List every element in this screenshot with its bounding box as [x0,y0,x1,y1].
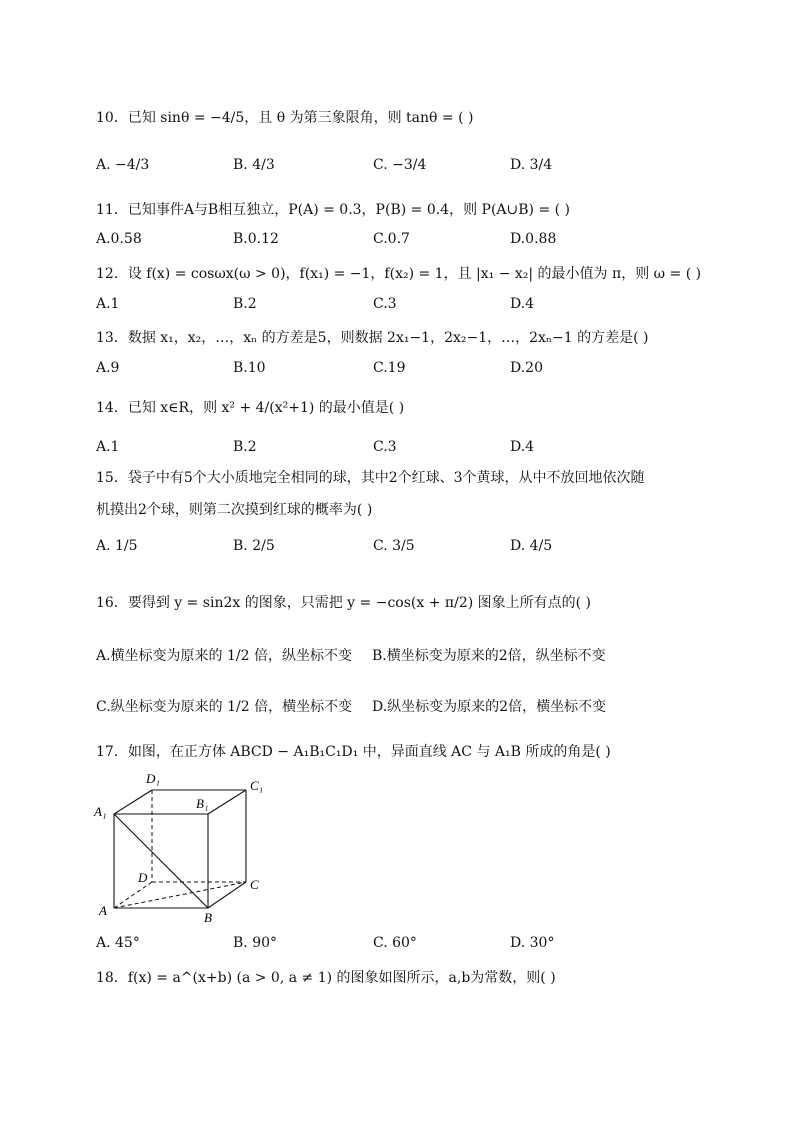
option-a: A.9 [96,360,120,376]
option-c: C. 60° [373,935,417,951]
option-b: B.2 [233,296,257,312]
option-c: C.3 [373,296,397,312]
option-a: A. 45° [96,935,140,951]
option-b: B.横坐标变为原来的2倍，纵坐标不变 [372,648,606,664]
question-15-options [96,538,696,558]
option-d: D. 30° [510,935,555,951]
cube-figure [90,768,290,928]
question-12: 12．设 f(x) = cosωx(ω > 0)，f(x₁) = −1，f(x₂) = 1，且 |x₁ − x₂| 的最小值为 π，则 ω = ( ) [96,266,702,282]
option-b: B. 2/5 [233,538,275,554]
question-16: 16．要得到 y = sin2x 的图象，只需把 y = −cos(x + π/2) 图象上所有点的( ) [96,595,592,611]
option-d: D.20 [510,360,543,376]
option-c: C.19 [373,360,406,376]
question-17: 17．如图，在正方体 ABCD − A₁B₁C₁D₁ 中，异面直线 AC 与 A₁B 所成的角是( ) [96,744,611,760]
option-a: A. −4/3 [96,157,150,173]
question-16-options-row-2 [96,696,607,716]
option-b: B.2 [233,439,257,455]
option-d: D.纵坐标变为原来的2倍，横坐标不变 [372,699,607,715]
question-13: 13．数据 x₁，x₂，…，xₙ 的方差是5，则数据 2x₁−1，2x₂−1，…，2xₙ−1 的方差是( ) [96,330,649,346]
option-c: C. −3/4 [373,157,427,173]
question-15-line-2: 机摸出2个球，则第二次摸到红球的概率为( ) [96,502,373,518]
option-d: D. 3/4 [510,157,553,173]
question-13-options [96,360,696,380]
option-a: A.1 [96,296,120,312]
option-d: D.4 [510,439,535,455]
label-c: C [250,877,259,892]
question-18: 18．f(x) = a^(x+b) (a > 0, a ≠ 1) 的图象如图所示，a,b为常数，则( ) [96,970,556,986]
question-10: 10．已知 sinθ = −4/5，且 θ 为第三象限角，则 tanθ = ( ) [96,110,474,126]
option-d: D. 4/5 [510,538,553,554]
label-d: D [138,870,148,885]
question-11-options [96,231,696,251]
question-17-options [96,935,696,955]
question-12-options [96,296,696,316]
question-14-options [96,439,696,459]
question-14: 14．已知 x∈R，则 x² + 4/(x²+1) 的最小值是( ) [96,400,405,416]
option-b: B.0.12 [233,231,279,247]
question-11: 11．已知事件A与B相互独立，P(A) = 0.3，P(B) = 0.4，则 P(A∪B) = ( ) [96,202,571,218]
option-b: B.10 [233,360,266,376]
question-15-line-1: 15．袋子中有5个大小质地完全相同的球，其中2个红球、3个黄球，从中不放回地依次随 [96,470,645,486]
question-16-options-row-1 [96,645,606,665]
label-a1: A₁ [94,804,107,819]
option-c: C.0.7 [373,231,410,247]
option-a: A.0.58 [96,231,142,247]
question-10-options [96,157,696,177]
label-a: A [99,903,107,918]
option-a: A.1 [96,439,120,455]
label-c1: C₁ [250,778,264,793]
option-c: C. 3/5 [373,538,415,554]
option-b: B. 4/3 [233,157,275,173]
option-a: A.横坐标变为原来的 1/2 倍，纵坐标不变 [96,648,352,664]
label-d1: D₁ [146,771,160,786]
option-c: C.纵坐标变为原来的 1/2 倍，横坐标不变 [96,699,353,715]
option-b: B. 90° [233,935,278,951]
label-b: B [204,910,212,925]
option-c: C.3 [373,439,397,455]
option-d: D.4 [510,296,535,312]
label-b1: B₁ [196,796,209,811]
option-a: A. 1/5 [96,538,138,554]
option-d: D.0.88 [510,231,557,247]
